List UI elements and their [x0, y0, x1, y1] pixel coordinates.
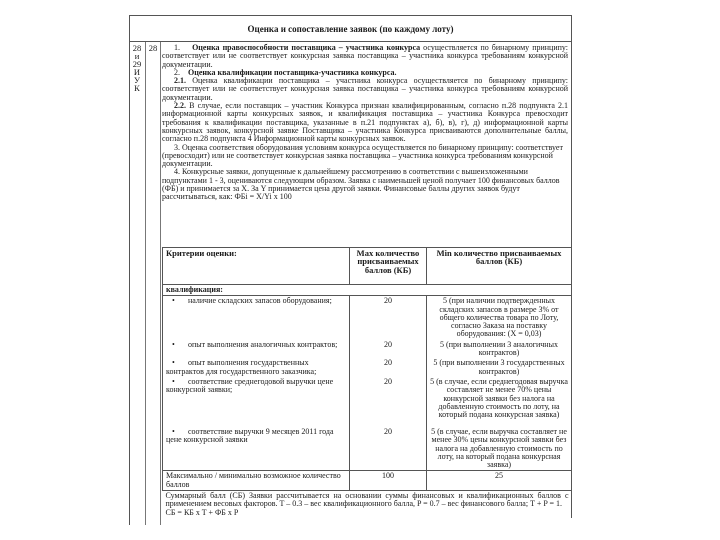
criterion-text: соответствие среднегодовой выручки цене конкурсной заявки;: [166, 376, 334, 395]
criterion-text: наличие складских запасов оборудования;: [188, 296, 332, 306]
clause-ref-line: и: [134, 51, 140, 61]
max-score-cell: 20: [350, 377, 427, 427]
criterion-text: соответствие выручки 9 месяцев 2011 года цене конкурсной заявки: [166, 426, 334, 445]
criterion-cell: [163, 427, 350, 471]
total-row: [163, 471, 572, 491]
criterion-cell: [163, 296, 350, 340]
min-score-cell: 5 (при наличии подтвержденных складских запасов в размере 3% от общего количества товара по Лоту, согласно Заказа на поставку оборудования: (X = 0,03): [427, 296, 572, 340]
paragraph-text: В случае, если поставщик – участник Конкурса признан квалифицированным, согласно п.28 подпункта 2.1 информационной карты конкурсных заявок, и квалификация поставщика – участника Конкурса превосходит требования к квалификации поставщика, указанные в п.21 подпунктах а), б), в), г), д) информационной карты конкурсных заявок, конкурсной заявке Поставщика – участника Конкурса присваиваются дополнительные баллы, согласно п.28 подпункта 4 Информационной карты конкурсных заявок.: [162, 101, 569, 144]
paragraph-text: Оценка квалификации поставщика – участника конкурса осуществляется по бинарному принципу: соответствует или не соответствует конкурсная заявка поставщика – участника конкурса требованиям конкурсной документации.: [162, 76, 569, 102]
bullet-icon: •: [172, 426, 175, 436]
document-title: Оценка и сопоставление заявок (по каждому лоту): [129, 15, 572, 42]
criteria-header-row: [163, 248, 572, 285]
bullet-icon: •: [172, 358, 175, 368]
paragraph-number: 2.1.: [174, 76, 186, 86]
min-score-cell: 5 (при выполнении 3 аналогичных контрактов): [427, 340, 572, 359]
clause-ref-line: 29: [132, 59, 142, 69]
max-score-cell: 20: [350, 296, 427, 340]
paragraph-number: 1.: [174, 43, 180, 52]
bullet-icon: •: [172, 339, 175, 349]
section-row: [163, 285, 572, 296]
paragraph-2-1: [162, 77, 568, 102]
criterion-cell: [163, 377, 350, 427]
clause-number-column: [145, 42, 161, 525]
paragraph-1: [162, 44, 568, 69]
criterion-text: опыт выполнения государственных контрактов для государственного заказчика;: [166, 358, 317, 376]
clause-ref-line: К: [134, 83, 140, 93]
table-row: [163, 340, 572, 359]
bullet-icon: •: [172, 296, 175, 306]
summary-row: [163, 491, 572, 518]
max-score-cell: 20: [350, 358, 427, 377]
clause-number: 28: [148, 43, 158, 53]
criterion-cell: [163, 340, 350, 359]
min-score-cell: 5 (при выполнении 3 государственных контрактов): [427, 358, 572, 377]
header-max-score: Max количество присваиваемых баллов (КБ): [350, 248, 427, 285]
criterion-cell: [163, 358, 350, 377]
paragraph-2-2: [162, 102, 568, 143]
criterion-text: опыт выполнения аналогичных контрактов;: [188, 339, 338, 349]
clause-ref-line: 28: [132, 43, 142, 53]
paragraph-number: 2.: [174, 67, 180, 77]
max-score-cell: 20: [350, 427, 427, 471]
total-min: 25: [427, 471, 572, 491]
clause-ref-line: У: [133, 75, 141, 85]
header-min-score: Min количество присваиваемых баллов (КБ): [427, 248, 572, 285]
paragraph-heading: Оценка правоспособности поставщика – участника конкурса: [192, 43, 421, 52]
min-score-cell: 5 (в случае, если выручка составляет не менее 30% цены конкурсной заявки без налога на добавленную стоимость по лоту, на который подана конкурсная заявка): [427, 427, 572, 471]
summary-cell: [163, 491, 572, 518]
bullet-icon: •: [172, 376, 175, 386]
paragraph-text: осуществляется по бинарному принципу: соответствует или не соответствует конкурсная заявка поставщика – участника конкурса требованиям конкурсной документации.: [162, 43, 569, 69]
paragraph-3: 3. Оценка соответствия оборудования условиям конкурса осуществляется по бинарному принципу: соответствует (превосходит) или не соответствует конкурсная заявка поставщика – участника конкурса требованиям конкурсной документации.: [162, 142, 563, 169]
table-row: [163, 377, 572, 427]
summary-text: Суммарный балл (СБ) Заявки рассчитывается на основании суммы финансовых и квалификационных баллов с применением весовых факторов. T – 0.3 – вес квалификационного балла, P = 0.7 – вес финансового балла; T + P = 1.: [165, 491, 569, 509]
header-criteria: Критерии оценки:: [163, 248, 350, 285]
total-label: Максимально / минимально возможное количество баллов: [163, 471, 350, 491]
total-max: 100: [350, 471, 427, 491]
document-body: [162, 44, 568, 202]
paragraph-heading: Оценка квалификации поставщика-участника конкурса.: [188, 67, 397, 77]
summary-formula: СБ = КБ x T + ФБ x P: [165, 507, 239, 517]
section-label: квалификация:: [163, 285, 572, 296]
document-page: [129, 15, 572, 525]
clause-ref-line: И: [133, 67, 141, 77]
paragraph-4: 4. Конкурсные заявки, допущенные к дальнейшему рассмотрению в соответствии с вышеизложенными подпунктами 1 - 3, оцениваются следующим образом. Заявка с наименьшей ценой получает 100 финансовых баллов (ФБ) и принимается за X. За Y принимается цена другой заявки. Финансовые баллы других заявок будут рассчитываться, как: ФБi = X/Yi x 100: [162, 167, 560, 202]
table-row: [163, 358, 572, 377]
min-score-cell: 5 (в случае, если среднегодовая выручка составляет не менее 70% цены конкурсной заявки без налога на добавленную стоимость по лоту, на который подана конкурсная заявка): [427, 377, 572, 427]
clause-reference-column: [129, 42, 145, 92]
max-score-cell: 20: [350, 340, 427, 359]
paragraph-number: 2.2.: [174, 101, 186, 111]
table-row: [163, 427, 572, 471]
table-row: [163, 296, 572, 340]
criteria-table: [162, 247, 572, 518]
